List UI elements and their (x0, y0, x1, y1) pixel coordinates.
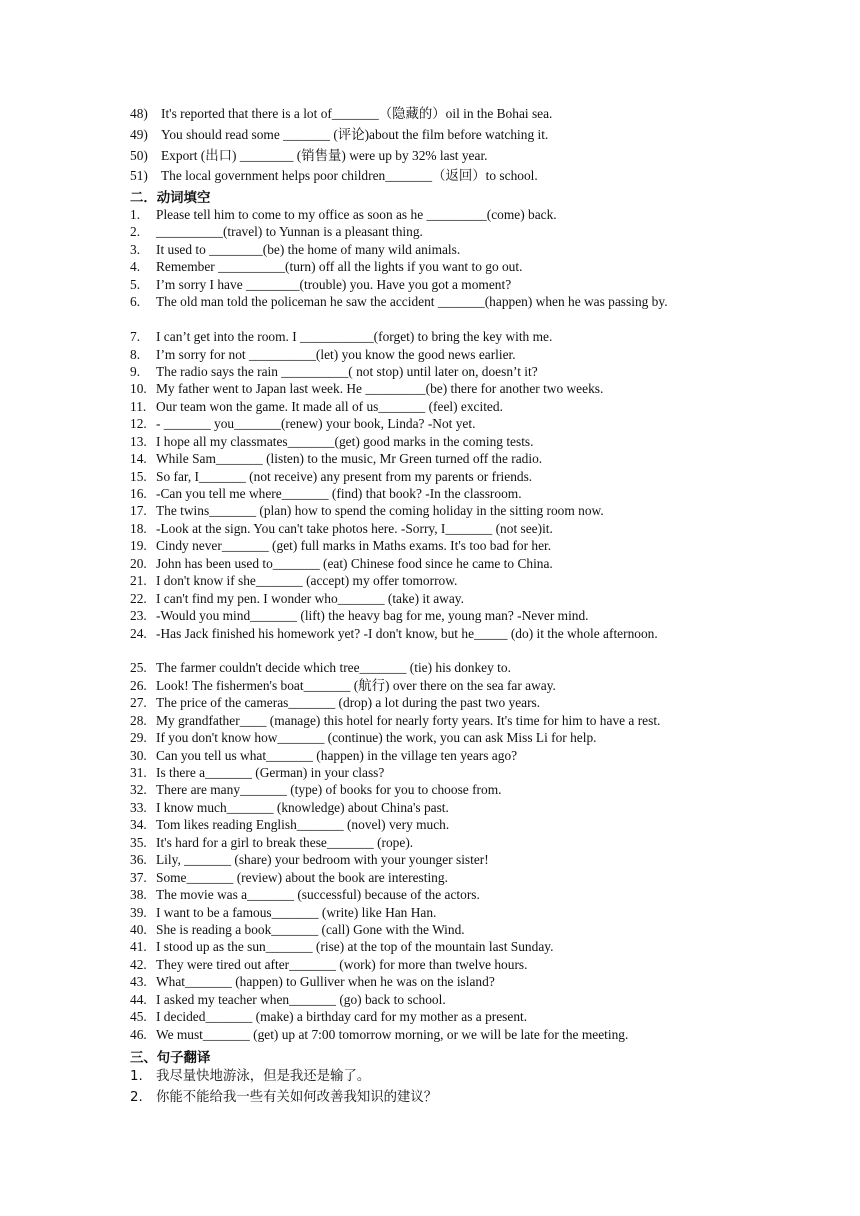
item-text: -Can you tell me where_______ (find) that book? -In the classroom. (156, 486, 522, 502)
item-number: 10. (130, 381, 147, 397)
item-number: 35. (130, 834, 147, 850)
item-number: 37. (130, 869, 147, 885)
item-number: 43. (130, 974, 147, 990)
item-number: 12. (130, 416, 147, 432)
item-number: 29. (130, 730, 147, 746)
item-number: 30. (130, 747, 147, 763)
item-text: What_______ (happen) to Gulliver when he was on the island? (156, 974, 495, 990)
item-number: 41. (130, 939, 147, 955)
exercise-item (130, 293, 732, 328)
exercise-item (130, 764, 732, 781)
item-number: 8. (130, 346, 141, 362)
exercise-item (130, 398, 732, 415)
exercise-item (130, 258, 732, 275)
exercise-item (130, 537, 732, 554)
item-number: 23. (130, 608, 147, 624)
item-text: It used to ________(be) the home of many wild animals. (156, 241, 461, 257)
item-number: 5. (130, 276, 141, 292)
item-number: 40. (130, 921, 147, 937)
item-text: The price of the cameras_______ (drop) a lot during the past two years. (156, 695, 541, 711)
item-number: 6. (130, 294, 141, 310)
item-text: __________(travel) to Yunnan is a pleasant thing. (156, 224, 423, 240)
exercise-item (130, 346, 732, 363)
exercise-item (130, 956, 732, 973)
exercise-item (130, 834, 732, 851)
item-text: -Has Jack finished his homework yet? -I don't know, but he_____ (do) it the whole afternoon. (156, 625, 658, 641)
item-number: 11. (130, 398, 147, 414)
item-text: The movie was a_______ (successful) because of the actors. (156, 887, 480, 903)
exercise-item (130, 625, 732, 660)
section-heading-verb-fill: 二．动词填空 (130, 191, 211, 206)
exercise-item (130, 485, 732, 502)
exercise-item (130, 938, 732, 955)
item-number: 31. (130, 765, 147, 781)
item-number: 44. (130, 991, 147, 1007)
item-text: Is there a_______ (German) in your class? (156, 765, 385, 781)
item-text: -Would you mind_______ (lift) the heavy bag for me, young man? -Never mind. (156, 608, 589, 624)
item-text: There are many_______ (type) of books for you to choose from. (156, 782, 502, 798)
item-text: I hope all my classmates_______(get) good marks in the coming tests. (156, 433, 534, 449)
exercise-item (130, 659, 732, 676)
item-number: 7. (130, 329, 141, 345)
item-number: 38. (130, 887, 147, 903)
item-text: I can’t get into the room. I ___________(forget) to bring the key with me. (156, 329, 553, 345)
exercise-item (130, 799, 732, 816)
exercise-item (130, 1066, 732, 1087)
item-text: Please tell him to come to my office as soon as he _________(come) back. (156, 207, 557, 222)
item-text: The local government helps poor children_______（返回）to school. (161, 168, 538, 184)
item-text: I’m sorry I have ________(trouble) you. Have you got a moment? (156, 276, 512, 292)
exercise-item (130, 991, 732, 1008)
exercise-item (130, 607, 732, 624)
item-number: 20. (130, 555, 147, 571)
item-text: I decided_______ (make) a birthday card for my mother as a present. (156, 1009, 528, 1025)
verb-fill-section (130, 206, 732, 1043)
item-text: They were tired out after_______ (work) for more than twelve hours. (156, 956, 528, 972)
item-text: Our team won the game. It made all of us_______ (feel) excited. (156, 398, 503, 414)
exercise-item (130, 276, 732, 293)
exercise-item (130, 328, 732, 345)
item-number: 2. (130, 224, 141, 240)
exercise-item (130, 555, 732, 572)
exercise-item (130, 1087, 732, 1108)
item-text: I’m sorry for not __________(let) you know the good news earlier. (156, 346, 516, 362)
item-text: So far, I_______ (not receive) any present from my parents or friends. (156, 468, 533, 484)
item-text: I want to be a famous_______ (write) like Han Han. (156, 904, 437, 920)
item-text: Export (出口) ________ (销售量) were up by 32% last year. (161, 147, 488, 163)
item-number: 9. (130, 363, 141, 379)
item-text: 你能不能给我一些有关如何改善我知识的建议？ (156, 1090, 438, 1105)
translation-section (130, 1066, 732, 1108)
item-text: Some_______ (review) about the book are interesting. (156, 869, 448, 885)
exercise-item (130, 502, 732, 519)
exercise-item (130, 241, 732, 258)
item-text: I don't know if she_______ (accept) my offer tomorrow. (156, 573, 458, 589)
item-number: 1. (130, 1069, 143, 1084)
item-text: She is reading a book_______ (call) Gone with the Wind. (156, 921, 465, 937)
exercise-item (130, 104, 732, 125)
vocabulary-section (130, 104, 732, 187)
item-text: The twins_______ (plan) how to spend the coming holiday in the sitting room now. (156, 503, 604, 519)
item-number: 22. (130, 590, 147, 606)
item-text: - _______ you_______(renew) your book, Linda? -Not yet. (156, 416, 476, 432)
exercise-item (130, 921, 732, 938)
exercise-item (130, 1008, 732, 1025)
exercise-item (130, 380, 732, 397)
item-number: 27. (130, 695, 147, 711)
item-number: 18. (130, 520, 147, 536)
item-text: Look! The fishermen's boat_______ (航行) over there on the sea far away. (156, 677, 556, 693)
item-text: I know much_______ (knowledge) about China's past. (156, 799, 449, 815)
item-number: 39. (130, 904, 147, 920)
exercise-item (130, 816, 732, 833)
item-number: 51) (130, 168, 148, 184)
item-text: 我尽量快地游泳，但是我还是输了。 (156, 1069, 371, 1084)
item-number: 49) (130, 126, 148, 142)
item-number: 14. (130, 451, 147, 467)
exercise-item (130, 363, 732, 380)
item-number: 34. (130, 817, 147, 833)
exercise-item (130, 851, 732, 868)
item-number: 45. (130, 1009, 147, 1025)
item-number: 42. (130, 956, 147, 972)
exercise-item (130, 747, 732, 764)
exercise-item (130, 433, 732, 450)
item-number: 19. (130, 538, 147, 554)
item-text: Tom likes reading English_______ (novel) very much. (156, 817, 450, 833)
item-number: 16. (130, 486, 147, 502)
item-text: You should read some _______ (评论)about the film before watching it. (161, 126, 549, 142)
item-number: 21. (130, 573, 147, 589)
exercise-item (130, 694, 732, 711)
item-number: 50) (130, 147, 148, 163)
item-number: 1. (130, 207, 141, 222)
item-number: 46. (130, 1026, 147, 1042)
item-number: 26. (130, 677, 147, 693)
item-text: The radio says the rain __________( not stop) until later on, doesn’t it? (156, 363, 538, 379)
exercise-item (130, 904, 732, 921)
item-text: My father went to Japan last week. He _________(be) there for another two weeks. (156, 381, 604, 397)
item-text: -Look at the sign. You can't take photos here. -Sorry, I_______ (not see)it. (156, 520, 553, 536)
item-number: 13. (130, 433, 147, 449)
item-number: 3. (130, 241, 141, 257)
exercise-item (130, 125, 732, 146)
exercise-item (130, 781, 732, 798)
exercise-item (130, 146, 732, 167)
exercise-item (130, 166, 732, 187)
item-number: 28. (130, 712, 147, 728)
item-text: While Sam_______ (listen) to the music, Mr Green turned off the radio. (156, 451, 543, 467)
exercise-item (130, 886, 732, 903)
item-text: It's reported that there is a lot of_______（隐藏的）oil in the Bohai sea. (161, 106, 553, 121)
item-number: 33. (130, 799, 147, 815)
item-text: Lily, _______ (share) your bedroom with your younger sister! (156, 852, 489, 868)
item-text: The old man told the policeman he saw the accident _______(happen) when he was passing by. (156, 294, 668, 310)
exercise-item (130, 1026, 732, 1043)
item-text: If you don't know how_______ (continue) the work, you can ask Miss Li for help. (156, 730, 597, 746)
item-text: It's hard for a girl to break these_______ (rope). (156, 834, 414, 850)
exercise-item (130, 572, 732, 589)
exercise-item (130, 590, 732, 607)
item-text: I stood up as the sun_______ (rise) at the top of the mountain last Sunday. (156, 939, 554, 955)
exercise-item (130, 712, 732, 729)
item-number: 25. (130, 660, 147, 676)
exercise-item (130, 223, 732, 240)
item-text: Remember __________(turn) off all the lights if you want to go out. (156, 259, 523, 275)
item-text: John has been used to_______ (eat) Chinese food since he came to China. (156, 555, 553, 571)
item-text: My grandfather____ (manage) this hotel for nearly forty years. It's time for him to have a rest. (156, 712, 661, 728)
exercise-item (130, 468, 732, 485)
exercise-item (130, 206, 732, 223)
item-number: 36. (130, 852, 147, 868)
item-number: 17. (130, 503, 147, 519)
exercise-item (130, 415, 732, 432)
exercise-item (130, 520, 732, 537)
item-text: Cindy never_______ (get) full marks in Maths exams. It's too bad for her. (156, 538, 552, 554)
item-text: Can you tell us what_______ (happen) in the village ten years ago? (156, 747, 518, 763)
item-text: The farmer couldn't decide which tree_______ (tie) his donkey to. (156, 660, 511, 676)
item-number: 32. (130, 782, 147, 798)
section-heading-translation: 三、句子翻译 (130, 1051, 211, 1066)
exercise-item (130, 869, 732, 886)
item-text: We must_______ (get) up at 7:00 tomorrow morning, or we will be late for the meeting. (156, 1026, 629, 1042)
exercise-item (130, 677, 732, 694)
exercise-item (130, 450, 732, 467)
item-number: 24. (130, 625, 147, 641)
item-number: 2. (130, 1090, 143, 1105)
item-number: 15. (130, 468, 147, 484)
exercise-item (130, 973, 732, 990)
exercise-item (130, 729, 732, 746)
item-text: I asked my teacher when_______ (go) back to school. (156, 991, 446, 1007)
item-text: I can't find my pen. I wonder who_______ (take) it away. (156, 590, 464, 606)
item-number: 4. (130, 259, 141, 275)
item-number: 48) (130, 106, 148, 121)
